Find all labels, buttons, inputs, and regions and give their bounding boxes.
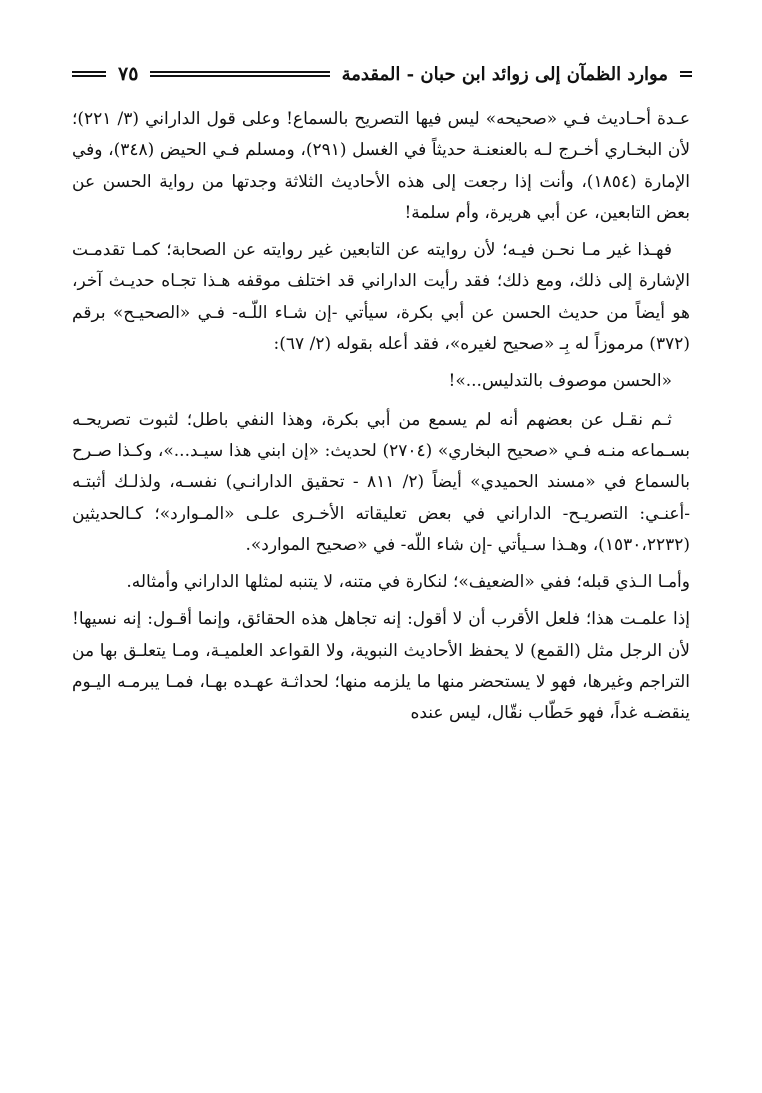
header-rule-start	[680, 71, 692, 77]
quoted-statement: «الحسن موصوف بالتدليس...»!	[448, 371, 672, 392]
paragraph-4: وأمـا الـذي قبله؛ ففي «الضعيف»؛ لنكارة في متنه، لا يتنبه لمثلها الداراني وأمثاله.	[126, 572, 690, 593]
body-text	[72, 104, 690, 736]
running-head	[72, 58, 692, 90]
header-rule-middle	[150, 71, 329, 77]
paragraph-1: عـدة أحـاديث فـي «صحيحه» ليس فيها التصريح بالسماع! وعلى قول الداراني (٣/ ٢٢١)؛ لأن البخـاري أخـرج لـه بالعنعنـة حديثاً في الغسل (٢٩١)، ومسلم فـي الحيض (٣٤٨)، وفي الإمارة (١٨٥٤)، وأنت إذا رجعت إلى هذه الأحاديث الثلاثة وجدتها من رواية الحسن عن بعض التابعين، عن أبي هريرة، وأم سلمة!	[72, 109, 691, 223]
running-head-title: موارد الظمآن إلى زوائد ابن حبان - المقدمة	[341, 63, 668, 85]
page-number: ٧٥	[118, 63, 139, 85]
header-rule-end	[72, 71, 106, 77]
paragraph-3: ثـم نقـل عن بعضهم أنه لم يسمع من أبي بكرة، وهذا النفي باطل؛ لثبوت تصريحـه بسـماعه منـه فـي «صحيح البخاري» (٢٧٠٤) لحديث: «إن ابني هذا سيـد...»، وكـذا صـرح بالسماع في «مسند الحميدي» أيضاً (٢/ ٨١١ - تحقيق الدارانـي) نفسـه، ولذلـك أثبتـه -أعنـي: التصريـح- الداراني في بعض تعليقاته الأخـرى علـى «المـوارد»؛ كـالحديثين (١٥٣٠،٢٢٣٢)، وهـذا سـيأتي -إن شاء اللّه- في «صحيح الموارد».	[72, 409, 691, 555]
paragraph-2: فهـذا غير مـا نحـن فيـه؛ لأن روايته عن التابعين غير روايته عن الصحابة؛ كمـا تقدمـت الإشارة إلى ذلك، ومع ذلك؛ فقد رأيت الداراني قد اختلف موقفه هـذا تجـاه حديـث آخر، هو أيضاً من حديث الحسن عن أبي بكرة، سيأتي -إن شـاء اللّـه- فـي «الصحيـح» برقم (٣٧٢) مرموزاً له بِـ «صحيح لغيره»، فقد أعله بقوله (٢/ ٦٧):	[72, 240, 690, 355]
paragraph-5: إذا علمـت هذا؛ فلعل الأقرب أن لا أقول: إنه تجاهل هذه الحقائق، وإنما أقـول: إنه نسيها! لأن الرجل مثل (القمع) لا يحفظ الأحاديث النبوية، ولا القواعد العلميـة، ومـا يتعلـق بها من التراجم وغيرها، فهو لا يستحضر منها ما يلزمه منها؛ لحداثـة عهـده بهـا، فمـا يبرمـه اليـوم ينقضـه غداً، فهو حَطّاب نقّال، ليس عنده	[72, 609, 690, 724]
